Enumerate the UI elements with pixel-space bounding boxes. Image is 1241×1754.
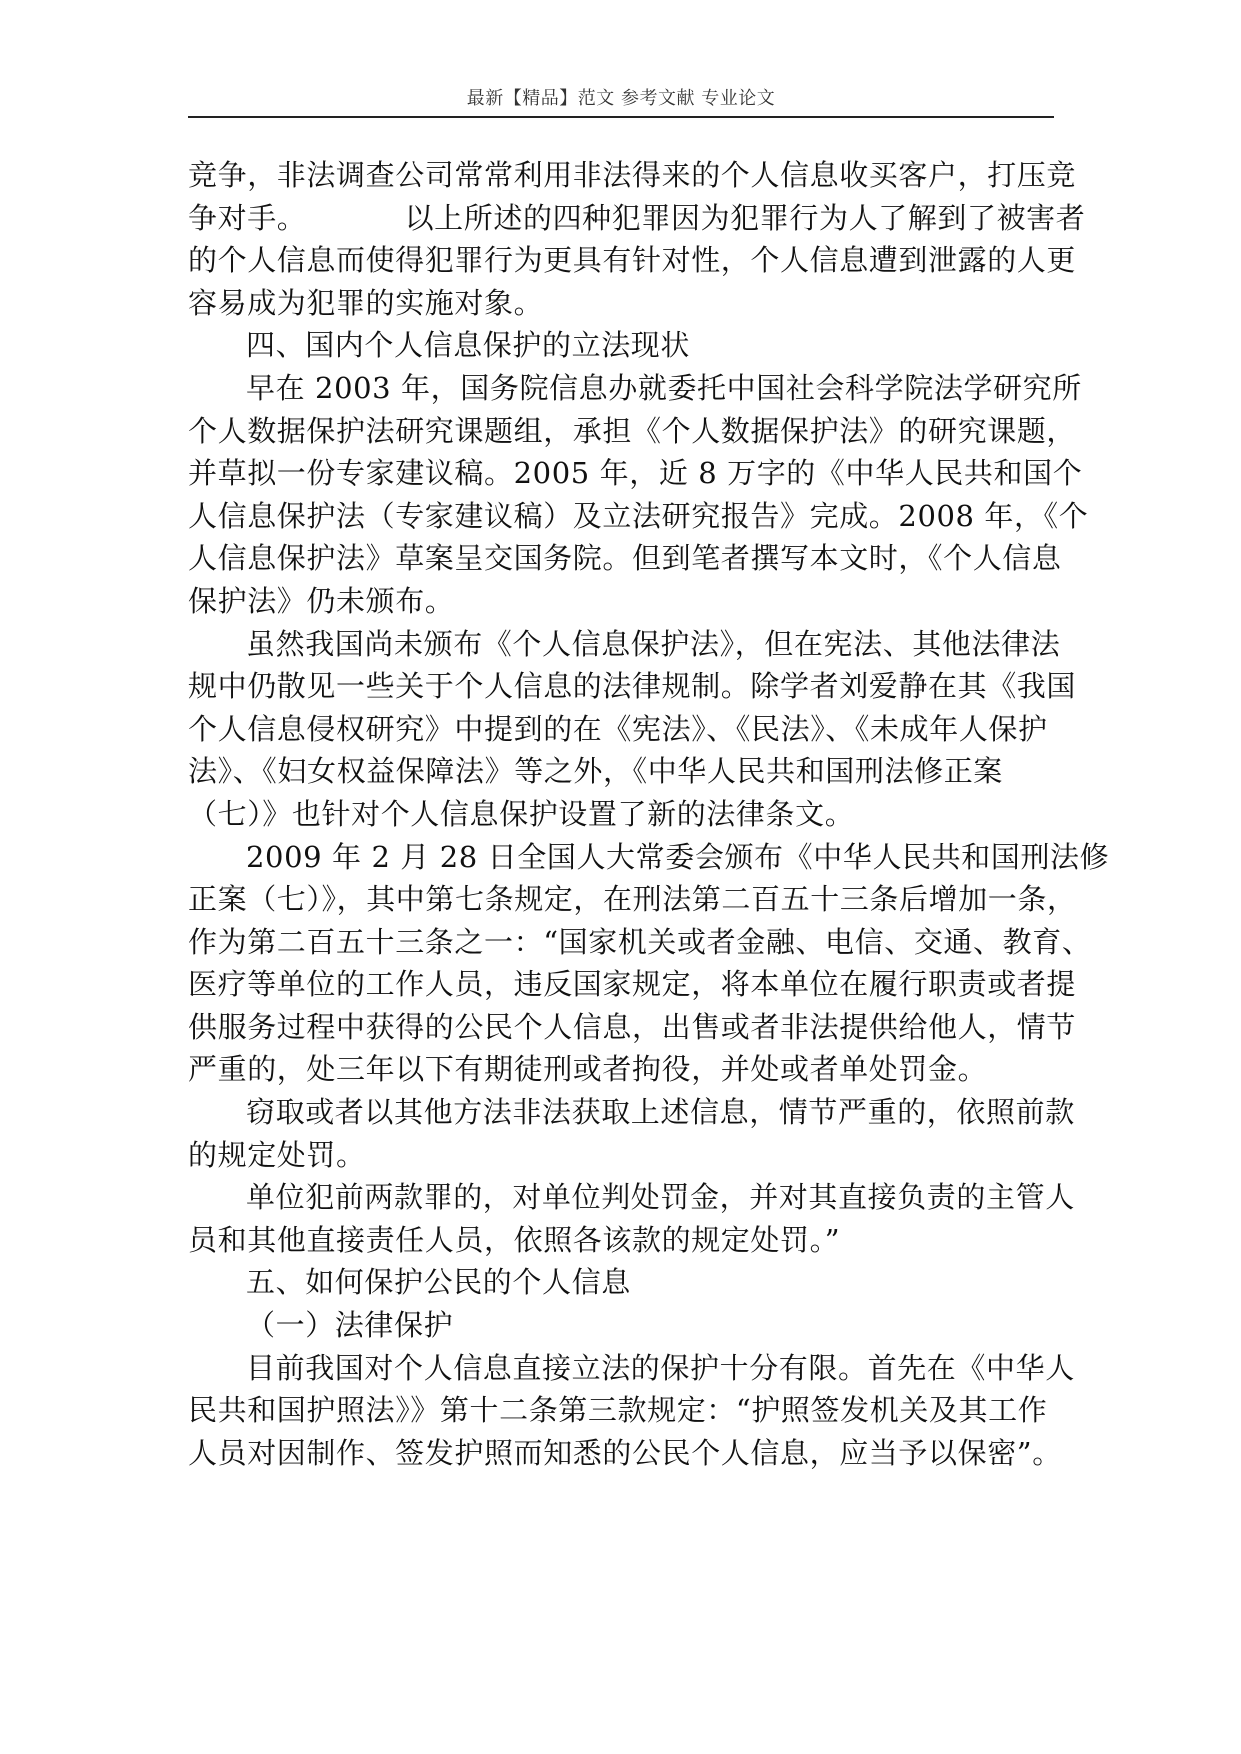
paragraph-line: 人信息保护法（专家建议稿）及立法研究报告》完成。2008 年，《个: [188, 498, 1089, 533]
paragraph-line: 医疗等单位的工作人员，违反国家规定，将本单位在履行职责或者提: [188, 967, 1077, 1002]
paragraph-line: 竞争，非法调查公司常常利用非法得来的个人信息收买客户，打压竞: [188, 158, 1077, 192]
paragraph-line: 保护法》仍未颁布。: [188, 583, 455, 618]
paragraph-line: 的个人信息而使得犯罪行为更具有针对性，个人信息遭到泄露的人更: [188, 243, 1077, 278]
paragraph-line: 虽然我国尚未颁布《个人信息保护法》，但在宪法、其他法律法: [246, 626, 1061, 661]
subsection-heading-legal: （一）法律保护: [246, 1308, 454, 1343]
paragraph-line: 正案（七）》，其中第七条规定，在刑法第二百五十三条后增加一条，: [188, 882, 1077, 917]
paragraph-line: 容易成为犯罪的实施对象。: [188, 285, 544, 320]
paragraph-line: 规中仍散见一些关于个人信息的法律规制。除学者刘爱静在其《我国: [188, 669, 1077, 704]
page-header: [188, 82, 1054, 118]
paragraph-line: 作为第二百五十三条之一：“国家机关或者金融、电信、交通、教育、: [188, 924, 1092, 959]
paragraph-line: 人员对因制作、签发护照而知悉的公民个人信息，应当予以保密”。: [188, 1435, 1062, 1470]
section-heading-four: 四、国内个人信息保护的立法现状: [246, 328, 691, 363]
paragraph-line: 法》、《妇女权益保障法》等之外，《中华人民共和国刑法修正案: [188, 754, 1003, 789]
paragraph-line: 民共和国护照法》》第十二条第三款规定：“护照签发机关及其工作: [188, 1393, 1048, 1428]
paragraph-line: 供服务过程中获得的公民个人信息，出售或者非法提供给他人，情节: [188, 1009, 1077, 1044]
document-body: [188, 154, 1110, 1474]
paragraph-line: （七）》也针对个人信息保护设置了新的法律条文。: [188, 796, 855, 831]
paragraph-line: 的规定处罚。: [188, 1137, 366, 1172]
paragraph-line: 窃取或者以其他方法非法获取上述信息，情节严重的，依照前款: [246, 1095, 1075, 1130]
paragraph-line: 争对手。 以上所述的四种犯罪因为犯罪行为人了解到了被害者: [188, 200, 1086, 235]
header-title: 最新【精品】范文 参考文献 专业论文: [466, 88, 776, 109]
paragraph-line: 目前我国对个人信息直接立法的保护十分有限。首先在《中华人: [246, 1350, 1075, 1385]
paragraph-line: 单位犯前两款罪的，对单位判处罚金，并对其直接负责的主管人: [246, 1180, 1075, 1215]
section-heading-five: 五、如何保护公民的个人信息: [246, 1265, 631, 1300]
paragraph-line: 人信息保护法》草案呈交国务院。但到笔者撰写本文时，《个人信息: [188, 541, 1062, 576]
paragraph-line: 个人数据保护法研究课题组，承担《个人数据保护法》的研究课题，: [188, 413, 1077, 448]
paragraph-line: 2009 年 2 月 28 日全国人大常委会颁布《中华人民共和国刑法修: [246, 839, 1110, 874]
paragraph-line: 严重的，处三年以下有期徒刑或者拘役，并处或者单处罚金。: [188, 1052, 988, 1087]
paragraph-line: 个人信息侵权研究》中提到的在《宪法》、《民法》、《未成年人保护: [188, 711, 1048, 746]
paragraph-line: 员和其他直接责任人员，依照各该款的规定处罚。”: [188, 1222, 841, 1257]
paragraph-line: 早在 2003 年，国务院信息办就委托中国社会科学院法学研究所: [246, 370, 1082, 405]
paragraph-line: 并草拟一份专家建议稿。2005 年，近 8 万字的《中华人民共和国个: [188, 456, 1083, 491]
